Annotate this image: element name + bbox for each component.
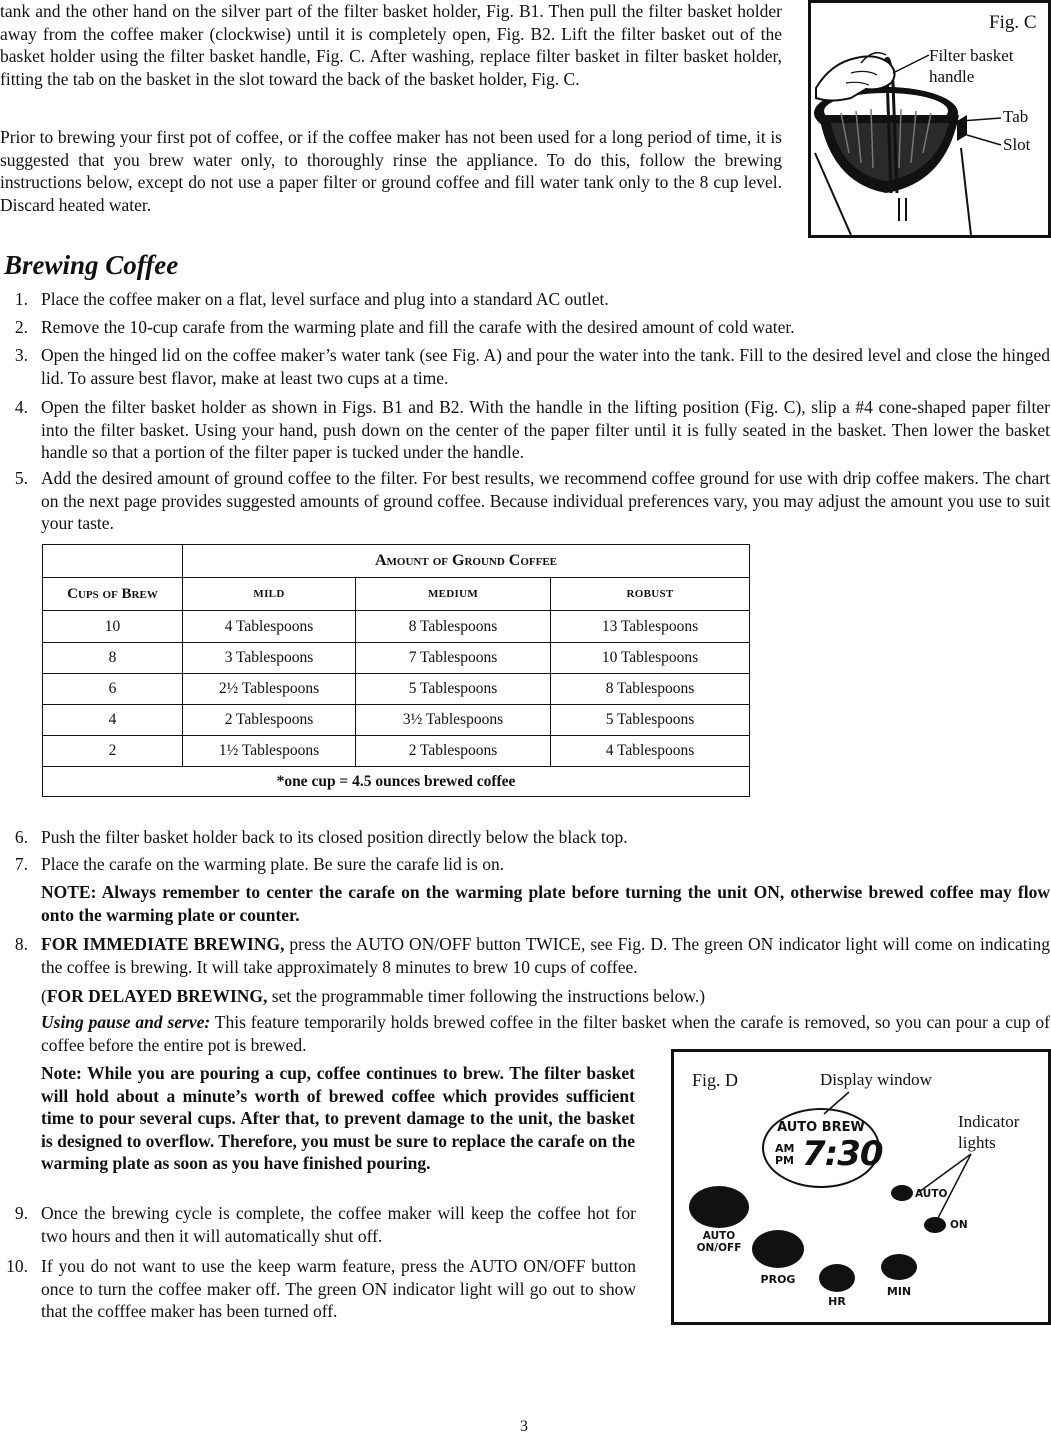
- column-header-robust: ROBUST: [551, 578, 750, 611]
- label-slot: Slot: [1003, 135, 1031, 154]
- label-indicator-lights: Indicator lights: [958, 1112, 1020, 1152]
- step-1: 1. Place the coffee maker on a flat, level surface and plug into a standard AC outlet.: [14, 289, 609, 309]
- min-label: MIN: [886, 1285, 912, 1298]
- table-footnote: *one cup = 4.5 ounces brewed coffee: [43, 767, 750, 797]
- table-row: 8 3 Tablespoons 7 Tablespoons 10 Tablespoons: [43, 643, 750, 674]
- hr-button[interactable]: [819, 1264, 855, 1292]
- note-delayed-brewing: (FOR DELAYED BREWING, set the programmable timer following the instructions below.): [41, 986, 706, 1006]
- auto-light-label: AUTO: [915, 1188, 948, 1200]
- note-while-pouring: Note: While you are pouring a cup, coffee continues to brew. The filter basket will hold about a minute’s worth of brewed coffee which provides sufficient time to pour several cups. After that, to prevent damage to the unit, the basket is designed to overflow. Therefore, you must be sure to replace the carafe on the warming plate as soon as you have finished pouring.: [41, 1063, 635, 1173]
- note-center-carafe: NOTE: Always remember to center the carafe on the warming plate before turning the unit ON, otherwise brewed coffee may flow onto the warming plate or counter.: [41, 882, 1050, 925]
- display-time: 7:30: [802, 1134, 883, 1174]
- auto-onoff-label: AUTO ON/OFF: [696, 1230, 742, 1254]
- page-number: 3: [520, 1418, 528, 1435]
- intro-paragraph-2: Prior to brewing your first pot of coffee, or if the coffee maker has not been used for a long period of time, it is suggested that you brew water only, to thoroughly rinse the appliance. To do this, follow the brewing instructions below, except do not use a paper filter or ground coffee and fill water tank only to the 8 cup level. Discard heated water.: [0, 127, 782, 215]
- hr-label: HR: [828, 1295, 846, 1308]
- table-row: 10 4 Tablespoons 8 Tablespoons 13 Tablespoons: [43, 611, 750, 643]
- section-heading: Brewing Coffee: [4, 250, 179, 280]
- auto-onoff-button[interactable]: [689, 1186, 749, 1228]
- figure-d: [671, 1049, 1051, 1325]
- label-display-window: Display window: [820, 1070, 932, 1089]
- step-10: 10. If you do not want to use the keep warm feature, press the AUTO ON/OFF button once to turn the coffee maker off. The green ON indicator light will go out to show that the cofffee maker has been turned off.: [6, 1256, 636, 1321]
- auto-indicator-light: [891, 1185, 913, 1201]
- label-filter-basket-handle: Filter basket handle: [929, 46, 1014, 86]
- table-row: 4 2 Tablespoons 3½ Tablespoons 5 Tablespoons: [43, 705, 750, 736]
- table-group-header: Amount of Ground Coffee: [183, 545, 750, 578]
- step-4: 4. Open the filter basket holder as shown in Figs. B1 and B2. With the handle in the lifting position (Fig. C), slip a #4 cone-shaped paper filter into the filter basket. Using your hand, push down on the center of the paper filter until it is fully seated in the basket. Then lower the basket handle so that a portion of the filter paper is tucked under the handle.: [14, 397, 1050, 462]
- step-8: 8. FOR IMMEDIATE BREWING, press the AUTO ON/OFF button TWICE, see Fig. D. The green ON indicator light will come on indicating the coffee is brewing. It will take approximately 8 minutes to brew 10 cups of coffee.: [14, 934, 1050, 977]
- on-light-label: ON: [950, 1219, 968, 1231]
- display-pm: PM: [775, 1154, 795, 1167]
- ground-coffee-table: [42, 544, 750, 797]
- intro-paragraph-1: tank and the other hand on the silver part of the filter basket holder, Fig. B1. Then pull the filter basket holder away from the coffee maker (clockwise) until it is completely open, Fig. B2. Lift the filter basket out of the basket holder using the filter basket handle, Fig. C. After washing, replace filter basket in filter basket holder, fitting the tab on the basket in the slot toward the back of the basket holder, Fig. C.: [0, 1, 782, 89]
- prog-button[interactable]: [752, 1230, 804, 1268]
- min-button[interactable]: [881, 1254, 917, 1280]
- table-row: 2 1½ Tablespoons 2 Tablespoons 4 Tablespoons: [43, 736, 750, 767]
- figure-d-title: Fig. D: [692, 1070, 739, 1090]
- on-indicator-light: [924, 1217, 946, 1233]
- display-mode: AUTO BREW: [777, 1120, 865, 1135]
- step-7: 7. Place the carafe on the warming plate. Be sure the carafe lid is on.: [14, 854, 505, 874]
- display-am: AM: [775, 1142, 795, 1155]
- column-header-cups: Cups of Brew: [43, 578, 183, 611]
- prog-label: PROG: [760, 1273, 796, 1286]
- step-9: 9. Once the brewing cycle is complete, the coffee maker will keep the coffee hot for two hours and then it will automatically shut off.: [14, 1203, 636, 1246]
- table-row: 6 2½ Tablespoons 5 Tablespoons 8 Tablespoons: [43, 674, 750, 705]
- label-tab: Tab: [1003, 107, 1029, 126]
- note-pause-and-serve: Using pause and serve: This feature temporarily holds brewed coffee in the filter basket when the carafe is removed, so you can pour a cup of coffee before the entire pot is brewed.: [41, 1012, 1051, 1055]
- figure-c: [808, 0, 1051, 238]
- column-header-mild: MILD: [183, 578, 356, 611]
- step-2: 2. Remove the 10-cup carafe from the warming plate and fill the carafe with the desired amount of cold water.: [14, 317, 795, 337]
- column-header-medium: MEDIUM: [356, 578, 551, 611]
- step-3: 3. Open the hinged lid on the coffee maker’s water tank (see Fig. A) and pour the water into the tank. Fill to the desired level and close the hinged lid. To assure best flavor, make at least two cups at a time.: [14, 345, 1050, 388]
- step-6: 6. Push the filter basket holder back to its closed position directly below the black top.: [14, 827, 628, 847]
- display-window: [762, 1108, 883, 1188]
- table-corner-cell: [43, 545, 183, 578]
- figure-c-title: Fig. C: [989, 12, 1037, 33]
- step-5: 5. Add the desired amount of ground coffee to the filter. For best results, we recommend coffee ground for use with drip coffee makers. The chart on the next page provides suggested amounts of ground coffee. Because individual preferences vary, you may adjust the amount you use to suit your taste.: [14, 468, 1050, 533]
